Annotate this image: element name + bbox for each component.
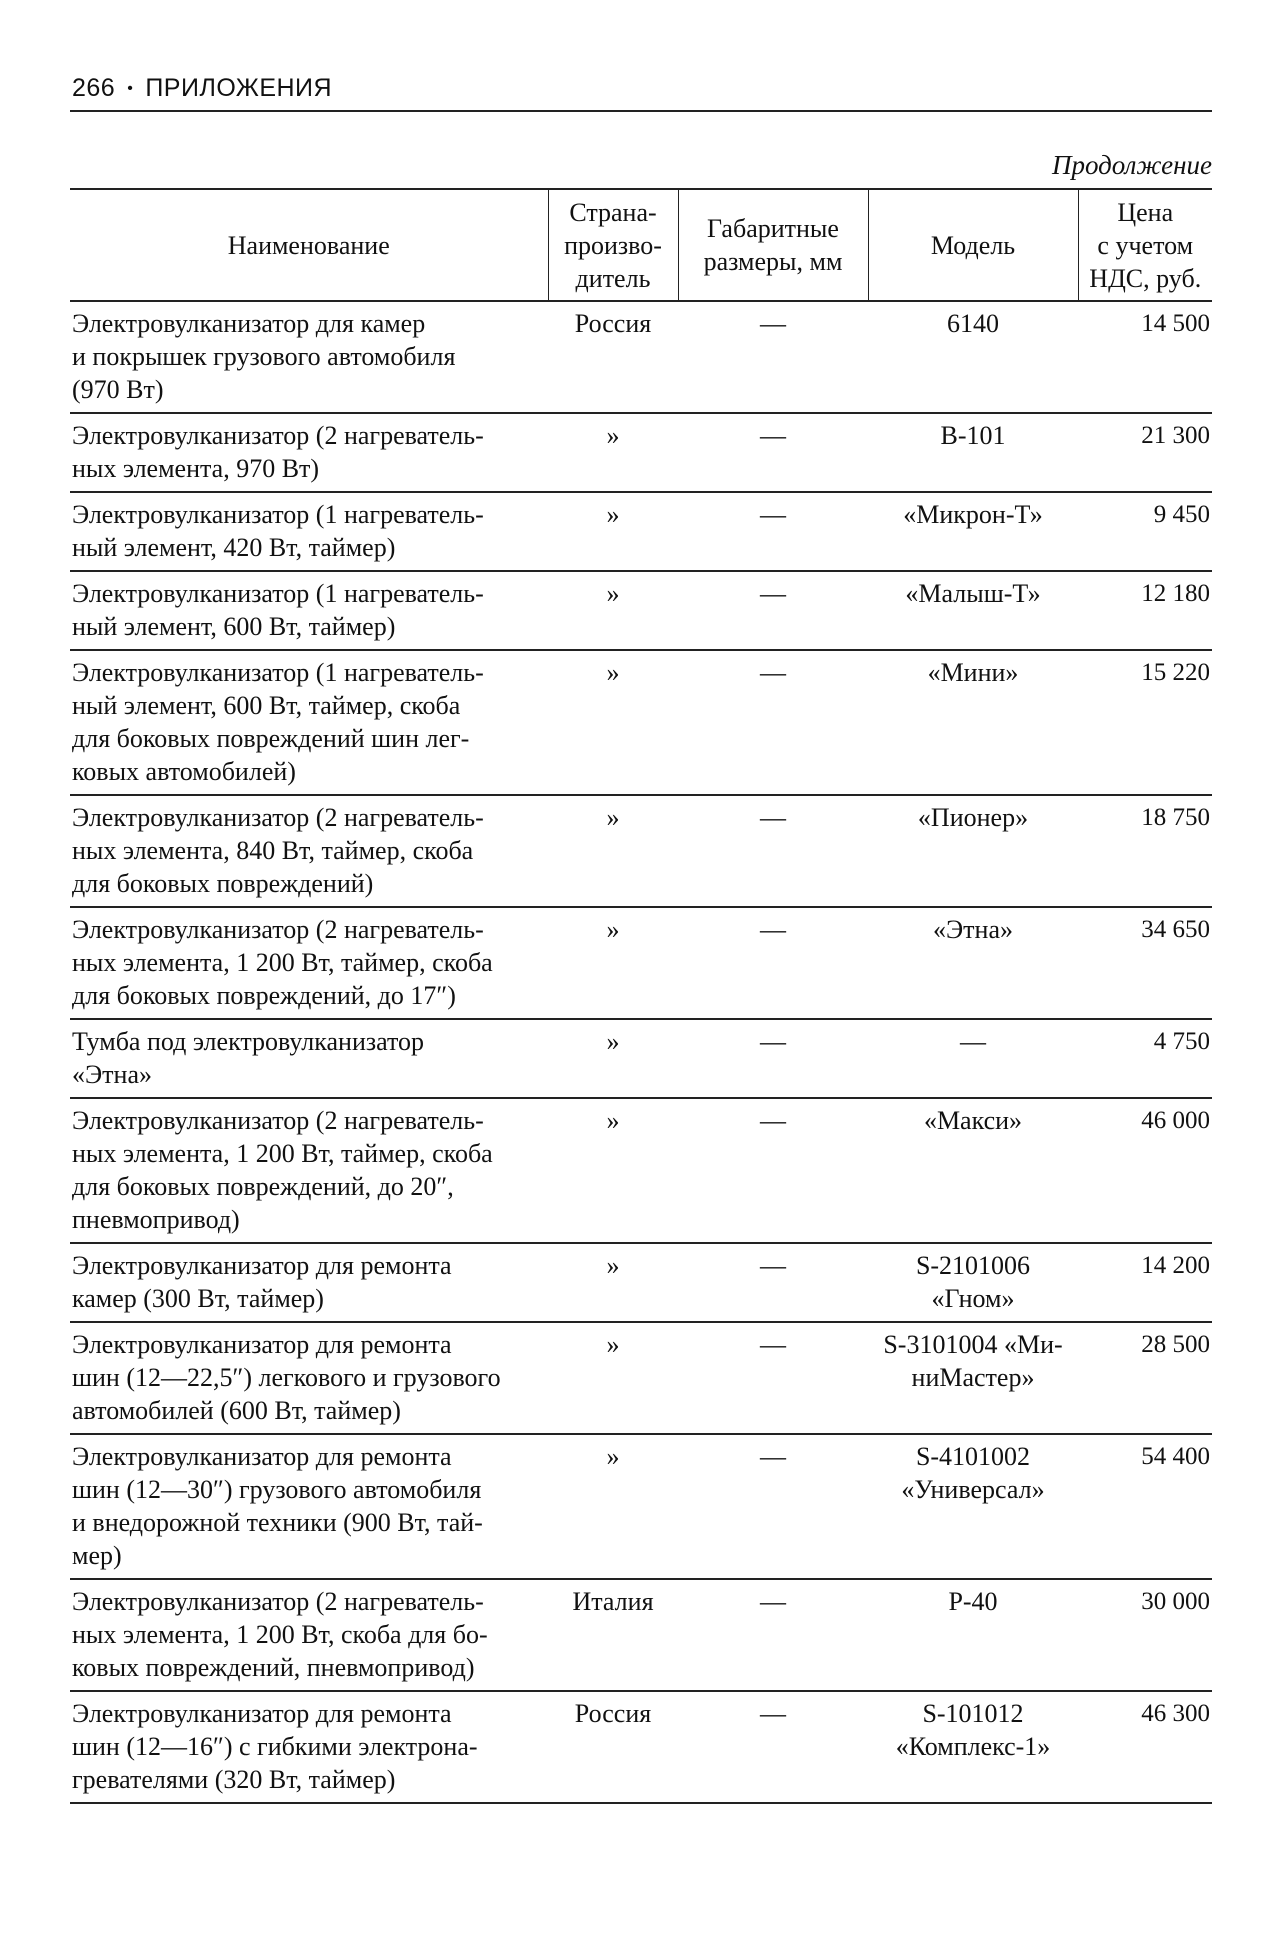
cell-name: Электровулканизатор (1 нагреватель- ный элемент, 600 Вт, таймер, скоба для боковых повреждений шин лег- ковых автомобилей) <box>70 650 548 795</box>
cell-country: » <box>548 795 678 907</box>
continued-label: Продолжение <box>1051 150 1212 180</box>
cell-dimensions: — <box>678 571 868 650</box>
table-body <box>70 301 1212 1803</box>
cell-country: » <box>548 1098 678 1243</box>
table-row <box>70 413 1212 492</box>
column-header-country: Страна- произво- дитель <box>548 189 678 301</box>
cell-name: Электровулканизатор (1 нагреватель- ный элемент, 600 Вт, таймер) <box>70 571 548 650</box>
cell-model: S-101012 «Комплекс-1» <box>868 1691 1078 1803</box>
table-row <box>70 650 1212 795</box>
cell-dimensions: — <box>678 1098 868 1243</box>
cell-price: 14 500 <box>1078 301 1212 413</box>
cell-model: — <box>868 1019 1078 1098</box>
header-rule <box>70 110 1212 112</box>
table-row <box>70 1434 1212 1579</box>
column-header-dimensions: Габаритные размеры, мм <box>678 189 868 301</box>
cell-model: «Малыш-Т» <box>868 571 1078 650</box>
cell-country: » <box>548 1434 678 1579</box>
table-row <box>70 301 1212 413</box>
cell-dimensions: — <box>678 492 868 571</box>
column-header-price: Цена с учетом НДС, руб. <box>1078 189 1212 301</box>
table-row <box>70 1098 1212 1243</box>
cell-price: 30 000 <box>1078 1579 1212 1691</box>
cell-model: «Пионер» <box>868 795 1078 907</box>
cell-model: «Макси» <box>868 1098 1078 1243</box>
cell-price: 4 750 <box>1078 1019 1212 1098</box>
cell-model: S-2101006 «Гном» <box>868 1243 1078 1322</box>
table-row <box>70 1322 1212 1434</box>
cell-dimensions: — <box>678 1019 868 1098</box>
cell-name: Электровулканизатор (2 нагреватель- ных элемента, 1 200 Вт, таймер, скоба для боковых повреждений, до 17″) <box>70 907 548 1019</box>
cell-dimensions: — <box>678 650 868 795</box>
cell-price: 9 450 <box>1078 492 1212 571</box>
cell-model: S-4101002 «Универсал» <box>868 1434 1078 1579</box>
bullet-separator: • <box>127 80 134 97</box>
cell-model: B-101 <box>868 413 1078 492</box>
cell-model: 6140 <box>868 301 1078 413</box>
cell-price: 34 650 <box>1078 907 1212 1019</box>
cell-dimensions: — <box>678 907 868 1019</box>
cell-dimensions: — <box>678 1579 868 1691</box>
cell-name: Электровулканизатор (2 нагреватель- ных элемента, 840 Вт, таймер, скоба для боковых повреждений) <box>70 795 548 907</box>
cell-name: Электровулканизатор для ремонта шин (12—22,5″) легкового и грузового автомобилей (600 Вт, таймер) <box>70 1322 548 1434</box>
cell-name: Электровулканизатор (2 нагреватель- ных элемента, 1 200 Вт, таймер, скоба для боковых повреждений, до 20″, пневмопривод) <box>70 1098 548 1243</box>
cell-dimensions: — <box>678 1243 868 1322</box>
cell-country: » <box>548 492 678 571</box>
cell-name: Тумба под электровулканизатор «Этна» <box>70 1019 548 1098</box>
running-head <box>72 74 332 103</box>
cell-model: S-3101004 «Ми- ниМастер» <box>868 1322 1078 1434</box>
cell-price: 46 300 <box>1078 1691 1212 1803</box>
cell-country: » <box>548 1019 678 1098</box>
cell-country: Россия <box>548 301 678 413</box>
cell-country: » <box>548 571 678 650</box>
cell-price: 12 180 <box>1078 571 1212 650</box>
cell-country: » <box>548 1322 678 1434</box>
table-row <box>70 795 1212 907</box>
cell-country: » <box>548 650 678 795</box>
cell-dimensions: — <box>678 1322 868 1434</box>
cell-name: Электровулканизатор (2 нагреватель- ных элемента, 970 Вт) <box>70 413 548 492</box>
column-header-model: Модель <box>868 189 1078 301</box>
cell-price: 46 000 <box>1078 1098 1212 1243</box>
cell-country: » <box>548 413 678 492</box>
table-row <box>70 571 1212 650</box>
cell-model: «Микрон-Т» <box>868 492 1078 571</box>
cell-name: Электровулканизатор (2 нагреватель- ных элемента, 1 200 Вт, скоба для бо- ковых повреждений, пневмопривод) <box>70 1579 548 1691</box>
price-table <box>70 188 1212 1804</box>
cell-price: 14 200 <box>1078 1243 1212 1322</box>
cell-dimensions: — <box>678 413 868 492</box>
cell-name: Электровулканизатор для ремонта шин (12—16″) с гибкими электрона- гревателями (320 Вт, таймер) <box>70 1691 548 1803</box>
cell-price: 28 500 <box>1078 1322 1212 1434</box>
page-number: 266 <box>72 74 116 102</box>
cell-country: » <box>548 907 678 1019</box>
cell-price: 18 750 <box>1078 795 1212 907</box>
table-row <box>70 492 1212 571</box>
cell-name: Электровулканизатор для ремонта шин (12—30″) грузового автомобиля и внедорожной техники (900 Вт, тай- мер) <box>70 1434 548 1579</box>
cell-model: «Этна» <box>868 907 1078 1019</box>
table-header-row <box>70 189 1212 301</box>
cell-name: Электровулканизатор (1 нагреватель- ный элемент, 420 Вт, таймер) <box>70 492 548 571</box>
cell-dimensions: — <box>678 301 868 413</box>
table-row <box>70 907 1212 1019</box>
table-row <box>70 1019 1212 1098</box>
cell-country: Россия <box>548 1691 678 1803</box>
cell-name: Электровулканизатор для ремонта камер (300 Вт, таймер) <box>70 1243 548 1322</box>
cell-dimensions: — <box>678 1434 868 1579</box>
table-row <box>70 1579 1212 1691</box>
cell-price: 54 400 <box>1078 1434 1212 1579</box>
cell-dimensions: — <box>678 795 868 907</box>
cell-dimensions: — <box>678 1691 868 1803</box>
column-header-name: Наименование <box>70 189 548 301</box>
cell-name: Электровулканизатор для камер и покрышек грузового автомобиля (970 Вт) <box>70 301 548 413</box>
cell-price: 15 220 <box>1078 650 1212 795</box>
cell-model: P-40 <box>868 1579 1078 1691</box>
table-row <box>70 1691 1212 1803</box>
cell-price: 21 300 <box>1078 413 1212 492</box>
cell-country: » <box>548 1243 678 1322</box>
section-title: ПРИЛОЖЕНИЯ <box>145 74 333 102</box>
cell-model: «Мини» <box>868 650 1078 795</box>
cell-country: Италия <box>548 1579 678 1691</box>
table-row <box>70 1243 1212 1322</box>
